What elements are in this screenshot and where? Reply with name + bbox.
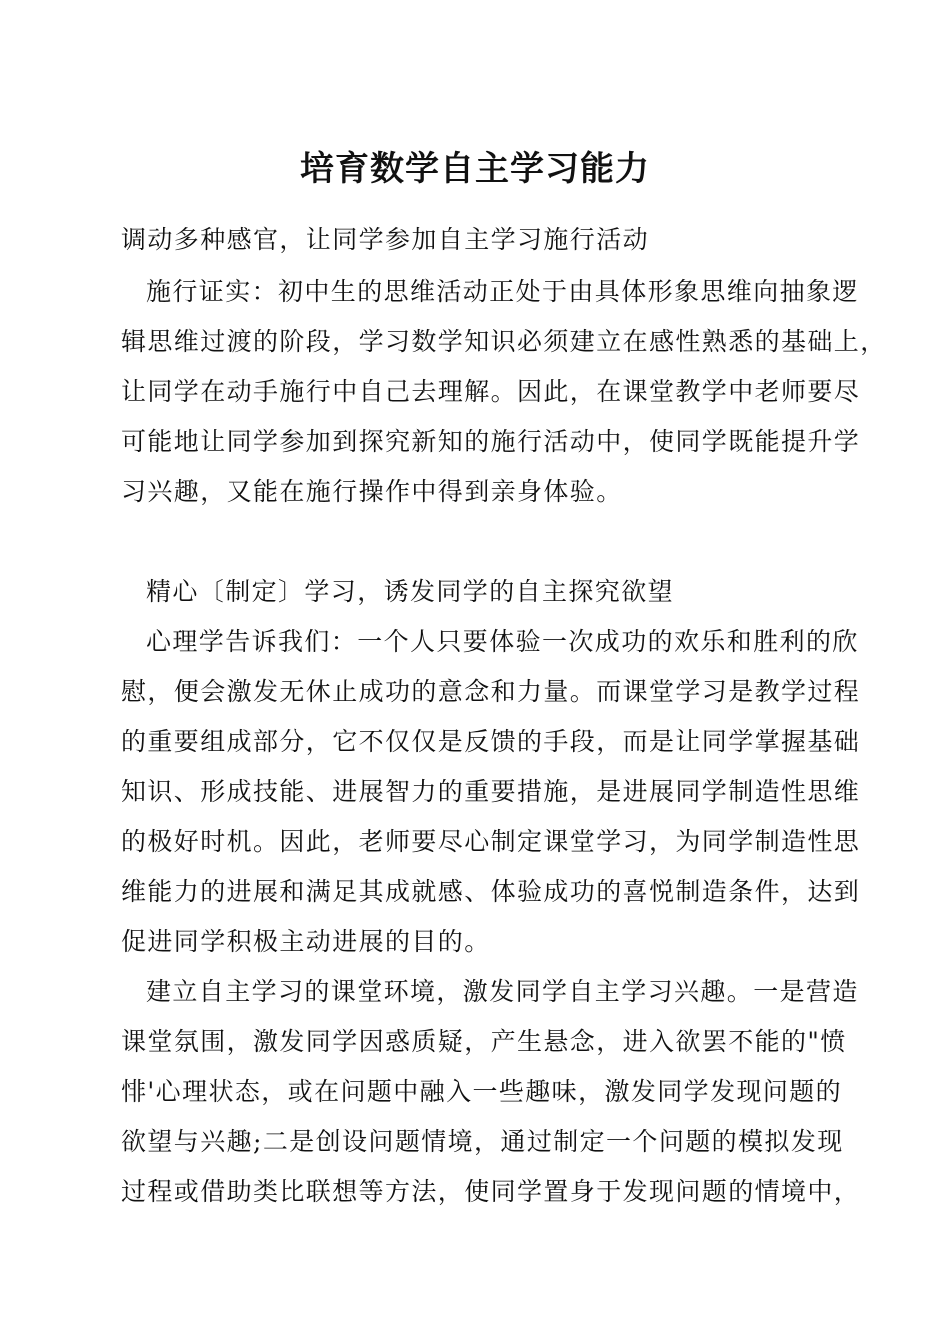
paragraph-line-4: 让同学在动手施行中自己去理解。因此，在课堂教学中老师要尽 xyxy=(121,377,861,406)
paragraph-line-8: 心理学告诉我们：一个人只要体验一次成功的欢乐和胜利的欣 xyxy=(146,627,859,656)
paragraph-line-6: 习兴趣，又能在施行操作中得到亲身体验。 xyxy=(121,477,623,506)
paragraph-line-2: 施行证实：初中生的思维活动正处于由具体形象思维向抽象逻 xyxy=(146,277,859,306)
document-title: 培育数学自主学习能力 xyxy=(300,149,650,189)
paragraph-line-14: 促进同学积极主动进展的目的。 xyxy=(121,927,491,956)
paragraph-line-1: 调动多种感官，让同学参加自主学习施行活动 xyxy=(121,225,650,254)
paragraph-line-18: 欲望与兴趣;二是创设问题情境，通过制定一个问题的模拟发现 xyxy=(121,1127,844,1156)
paragraph-line-12: 的极好时机。因此，老师要尽心制定课堂学习，为同学制造性思 xyxy=(121,827,861,856)
paragraph-line-19: 过程或借助类比联想等方法，使同学置身于发现问题的情境中， xyxy=(121,1177,861,1206)
paragraph-line-13: 维能力的进展和满足其成就感、体验成功的喜悦制造条件，达到 xyxy=(121,877,861,906)
paragraph-line-10: 的重要组成部分，它不仅仅是反馈的手段，而是让同学掌握基础 xyxy=(121,727,861,756)
paragraph-line-16: 课堂氛围，激发同学因惑质疑，产生悬念，进入欲罢不能的"愤 xyxy=(121,1027,847,1056)
paragraph-line-17: 悱'心理状态，或在问题中融入一些趣味，激发同学发现问题的 xyxy=(121,1077,843,1106)
paragraph-line-3: 辑思维过渡的阶段，学习数学知识必须建立在感性熟悉的基础上， xyxy=(121,327,887,356)
paragraph-line-7: 精心〔制定〕学习，诱发同学的自主探究欲望 xyxy=(146,577,675,606)
paragraph-line-11: 知识、形成技能、进展智力的重要措施，是进展同学制造性思维 xyxy=(121,777,861,806)
paragraph-line-5: 可能地让同学参加到探究新知的施行活动中，使同学既能提升学 xyxy=(121,427,861,456)
paragraph-line-9: 慰，便会激发无休止成功的意念和力量。而课堂学习是教学过程 xyxy=(121,677,861,706)
paragraph-line-15: 建立自主学习的课堂环境，激发同学自主学习兴趣。一是营造 xyxy=(146,977,859,1006)
